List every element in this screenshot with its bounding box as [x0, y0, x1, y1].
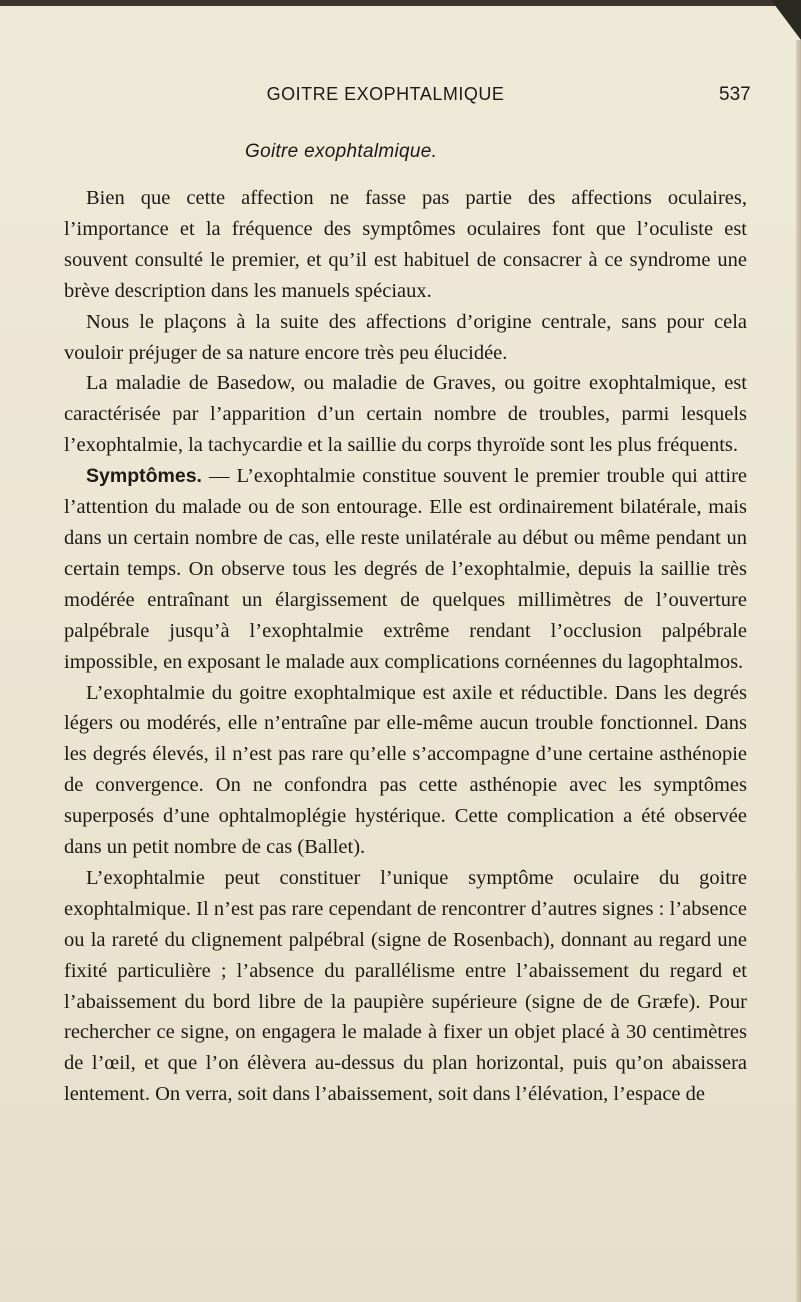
- section-title: Goitre exophtalmique.: [245, 141, 438, 162]
- running-title: GOITRE EXOPHTALMIQUE: [266, 84, 505, 104]
- paragraph: Nous le plaçons à la suite des affections d’origine centrale, sans pour cela vouloir préjuger de sa nature encore très peu élucidée.: [64, 310, 747, 364]
- body-text: [64, 183, 747, 1110]
- page-right-edge: [796, 40, 801, 1302]
- page-top-edge: [0, 0, 801, 6]
- paragraph-text: — L’exophtalmie constitue souvent le premier trouble qui attire l’attention du malade ou de son entourage. Elle est ordinairement bilatérale, mais dans un certain nombre de cas, elle reste unilatérale au début ou même pendant un certain temps. On observe tous les degrés de l’exophtalmie, depuis la saillie très modérée entraînant un élargissement de quelques millimètres de l’ouverture palpébrale jusqu’à l’exophtalmie extrême rendant l’occlusion palpébrale impossible, en exposant le malade aux complications cornéennes du lagophtalmos.: [64, 465, 747, 673]
- paragraph: L’exophtalmie peut constituer l’unique symptôme oculaire du goitre exophtalmique. Il n’est pas rare cependant de rencontrer d’autres signes : l’absence ou la rareté du clignement palpébral (signe de Rosenbach), donnant au regard une fixité particulière ; l’absence du parallélisme entre l’abaissement du regard et l’abaissement du bord libre de la paupière supérieure (signe de de Græfe). Pour rechercher ce signe, on engagera le malade à fixer un objet placé à 30 centimètres de l’œil, et que l’on élèvera au-dessus du plan horizontal, puis qu’on abaissera lentement. On verra, soit dans l’abaissement, soit dans l’élévation, l’espace de: [64, 866, 747, 1106]
- page-number: 537: [719, 84, 751, 105]
- run-in-heading: Symptômes.: [86, 465, 202, 488]
- paragraph: L’exophtalmie du goitre exophtalmique est axile et réductible. Dans les degrés légers ou modérés, elle n’entraîne par elle-même aucun trouble fonctionnel. Dans les degrés élevés, il n’est pas rare qu’elle s’accompagne d’une certaine asthénopie de convergence. On ne confondra pas cette asthénopie avec les symptômes superposés d’une ophtalmoplégie hystérique. Cette complication a été observée dans un petit nombre de cas (Ballet).: [64, 681, 747, 859]
- paragraph: Bien que cette affection ne fasse pas partie des affections oculaires, l’importance et la fréquence des symptômes oculaires font que l’oculiste est souvent consulté le premier, et qu’il est habituel de consacrer à ce syndrome une brève description dans les manuels spéciaux.: [64, 187, 747, 302]
- paragraph: La maladie de Basedow, ou maladie de Graves, ou goitre exophtalmique, est caractérisée par l’apparition d’un certain nombre de troubles, parmi lesquels l’exophtalmie, la tachycardie et la saillie du corps thyroïde sont les plus fréquents.: [64, 372, 747, 457]
- running-head: [0, 84, 801, 110]
- page-corner-fold: [771, 0, 801, 40]
- paragraph-symptomes: [64, 461, 747, 677]
